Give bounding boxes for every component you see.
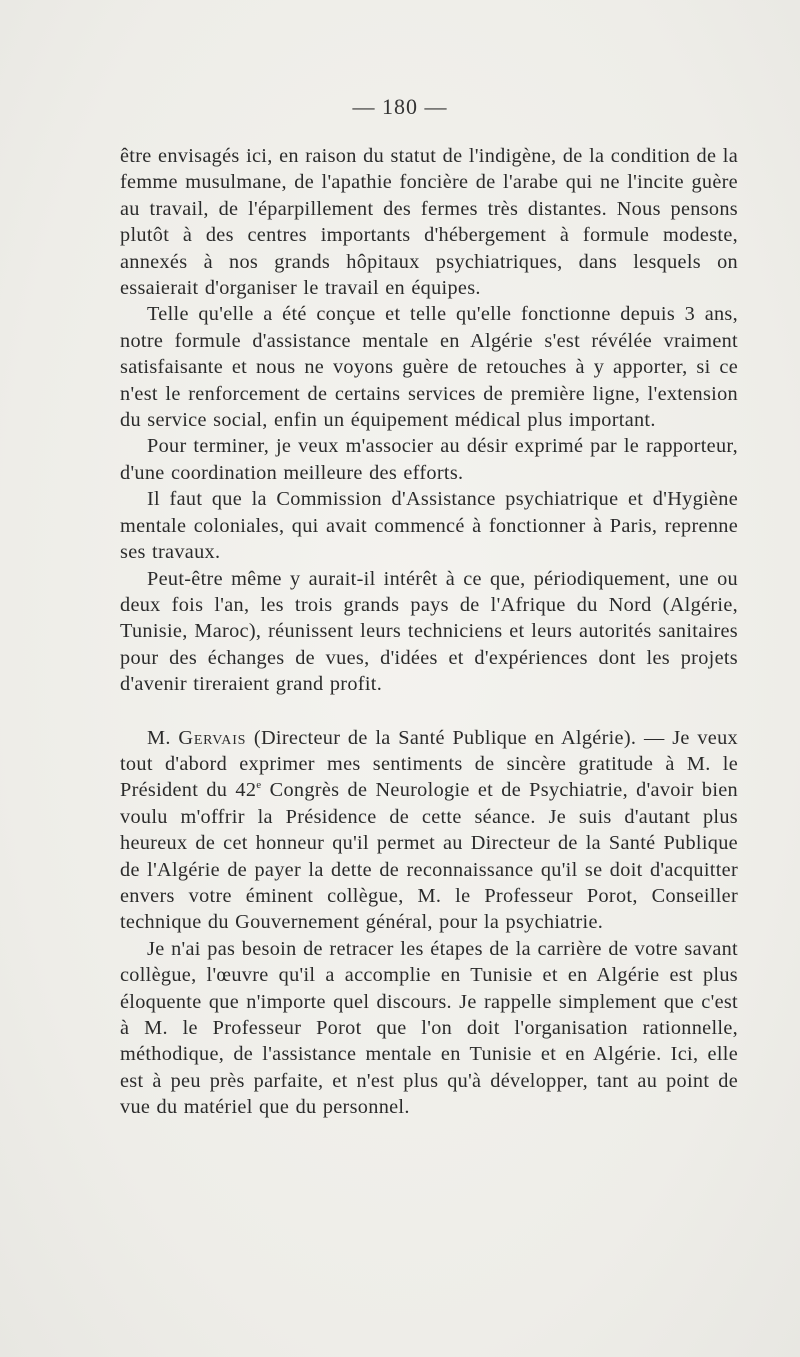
page-number: — 180 —: [352, 94, 448, 119]
speaker-name: Gervais: [178, 726, 247, 749]
body-text: [120, 143, 738, 1121]
paragraph-formule: Telle qu'elle a été conçue et telle qu'elle fonctionne depuis 3 ans, notre formule d'assistance mentale en Algérie s'est révélée vraiment satisfaisante et nous ne voyons guère de retouches à y apporter, si ce n'est le renforcement de certains services de première ligne, l'extension du service social, enfin un équipement médical plus important.: [120, 303, 738, 432]
paragraph-terminer: Pour terminer, je veux m'associer au désir exprimé par le rapporteur, d'une coordination meilleure des efforts.: [120, 435, 738, 484]
speech-paragraph: [120, 725, 738, 936]
speaker-role: (Directeur de la Santé Publique en Algérie). — Je veux tout d'abord exprimer mes sentiments de sincère gratitude à M. le Président du 42: [120, 726, 738, 802]
paragraph-commission: Il faut que la Commission d'Assistance psychiatrique et d'Hygiène mentale coloniales, qui avait commencé à fonctionner à Paris, reprenne ses travaux.: [120, 488, 738, 564]
speaker-prefix: M.: [147, 726, 179, 749]
paragraph-afrique-du-nord: Peut-être même y aurait-il intérêt à ce que, périodiquement, une ou deux fois l'an, les trois grands pays de l'Afrique du Nord (Algérie, Tunisie, Maroc), réunissent leurs techniciens et leurs autorités sanitaires pour des échanges de vues, d'idées et d'expériences dont les projets d'avenir tireraient grand profit.: [120, 567, 738, 696]
paragraph-porot: Je n'ai pas besoin de retracer les étapes de la carrière de votre savant collègue, l'œuvre qu'il a accomplie en Tunisie et en Algérie est plus éloquente que n'importe quel discours. Je rappelle simplement que c'est à M. le Professeur Porot que l'on doit l'organisation rationnelle, méthodique, de l'assistance mentale en Tunisie et en Algérie. Ici, elle est à peu près parfaite, et n'est plus qu'à développer, tant au point de vue du matériel que du personnel.: [120, 937, 738, 1119]
continued-paragraph: être envisagés ici, en raison du statut de l'indigène, de la condition de la femme musulmane, de l'apathie foncière de l'arabe qui ne l'incite guère au travail, de l'éparpillement des fermes très distantes. Nous pensons plutôt à des centres importants d'hébergement à formule modeste, annexés à nos grands hôpitaux psychiatriques, dans lesquels on essaierait d'organiser le travail en équipes.: [120, 145, 738, 300]
speech-continuation: Congrès de Neurologie et de Psychiatrie, d'avoir bien voulu m'offrir la Présidence de cette séance. Je suis d'autant plus heureux de cet honneur qu'il permet au Directeur de la Santé Publique de l'Algérie de payer la dette de reconnaissance qu'il se doit d'acquitter envers votre éminent collègue, M. le Professeur Porot, Conseiller technique du Gouvernement général, pour la psychiatrie.: [120, 779, 738, 934]
ordinal-superscript: e: [256, 779, 262, 792]
